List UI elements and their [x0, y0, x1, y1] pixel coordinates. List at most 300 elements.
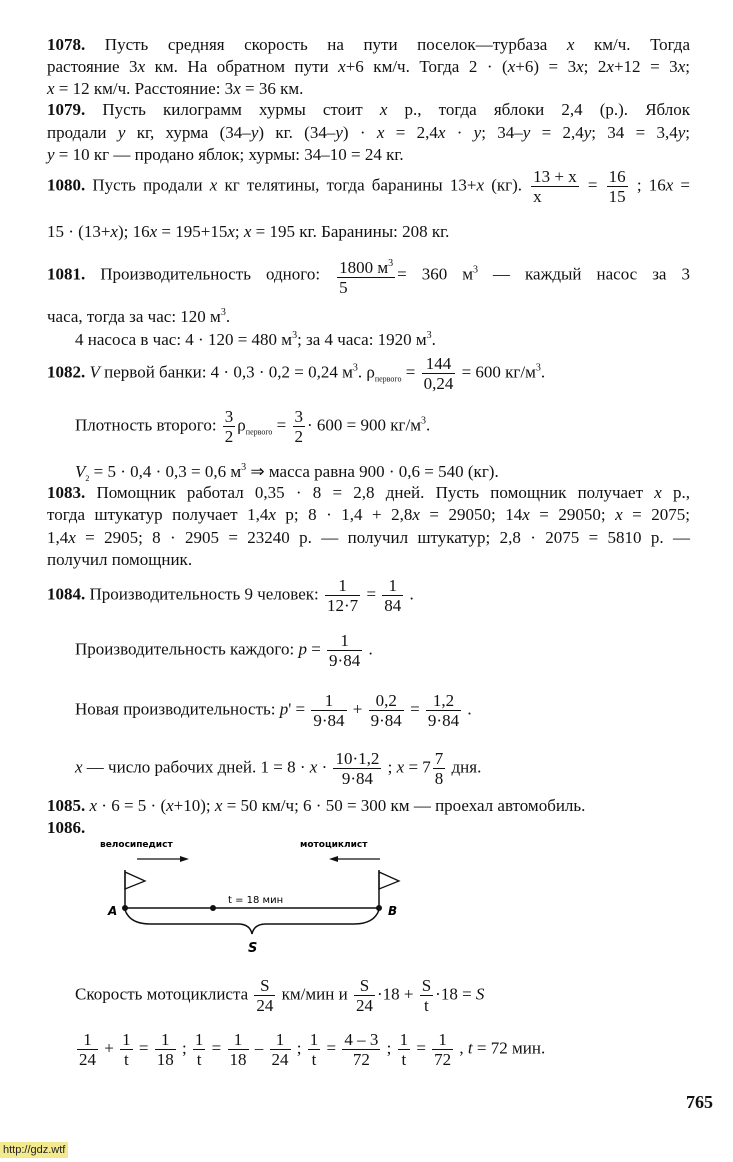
text: ·18 = — [435, 984, 476, 1004]
text: . — [463, 699, 472, 719]
text: ; — [234, 222, 244, 241]
text: 1 — [438, 1030, 447, 1049]
text: = 2,4 — [384, 123, 438, 142]
distance-label: S — [248, 941, 258, 956]
text: · — [445, 123, 474, 142]
subscript: 2 — [85, 474, 90, 483]
text: 9·84 — [341, 769, 374, 788]
text: 72 — [352, 1050, 370, 1069]
text: ; 2 — [583, 57, 607, 76]
text: . — [225, 307, 231, 326]
fraction — [193, 1030, 206, 1069]
denominator — [420, 996, 433, 1015]
fraction — [422, 354, 456, 393]
text: 24 — [271, 1050, 289, 1069]
text: 1 — [194, 1030, 204, 1049]
text: км/ч. Тогда — [574, 35, 691, 54]
text: . ρ — [357, 362, 375, 382]
variable: x — [654, 483, 662, 502]
numerator — [432, 1030, 453, 1050]
numerator — [293, 407, 306, 427]
problem-1083-line-1 — [47, 482, 690, 504]
superscript: 3 — [426, 330, 432, 341]
variable: x — [89, 796, 98, 815]
text: ); 16 — [117, 222, 150, 241]
text: . — [364, 639, 373, 659]
text: (кг). — [484, 175, 530, 195]
fraction — [433, 749, 446, 788]
fraction — [342, 1030, 380, 1069]
denominator — [432, 1050, 453, 1069]
text: ; 16 — [629, 175, 666, 195]
denominator — [531, 187, 579, 206]
variable: x — [309, 757, 318, 777]
fraction — [382, 576, 403, 615]
text: 15 — [608, 187, 626, 206]
text: 9·84 — [313, 711, 345, 730]
problem-1081-line-3 — [75, 325, 690, 351]
variable: x — [243, 222, 252, 241]
superscript: 3 — [473, 264, 478, 276]
text: ) кг. (34– — [258, 123, 336, 142]
text: = 72 мин. — [472, 1038, 546, 1058]
fraction — [432, 1030, 453, 1069]
text: = 2,4 — [530, 123, 584, 142]
text: · 600 = 900 кг/м — [307, 415, 421, 435]
text: = 360 м — [397, 264, 473, 284]
variable: V — [89, 362, 100, 382]
variable: x — [149, 222, 158, 241]
superscript: 3 — [292, 330, 298, 341]
text: 1 — [275, 1030, 285, 1049]
denominator — [77, 1050, 98, 1069]
flag-a-icon — [125, 870, 145, 908]
variable: x — [665, 175, 674, 195]
text: получил помощник. — [47, 550, 193, 569]
problem-1079-line-1 — [47, 99, 690, 121]
text: ; — [383, 757, 397, 777]
problem-number: 1082. — [47, 362, 86, 382]
text: 1 — [324, 691, 334, 710]
text: = 10 кг — продано яблок; хурмы: 34–10 = 24 кг. — [54, 145, 404, 164]
numerator — [327, 631, 362, 651]
denominator — [120, 1050, 133, 1069]
fraction — [155, 1030, 176, 1069]
problem-number: 1081. — [47, 264, 86, 284]
text: = 36 км. — [240, 79, 304, 98]
text: +6) = 3 — [515, 57, 577, 76]
problem-1083-line-3 — [47, 527, 690, 549]
text: 7 — [434, 749, 444, 768]
text: 1 — [160, 1030, 170, 1049]
variable: x — [75, 757, 83, 777]
text: t — [424, 996, 429, 1015]
problem-1079-line-3 — [47, 144, 690, 166]
problem-number: 1086. — [47, 818, 86, 837]
denominator — [308, 1050, 321, 1069]
denominator — [193, 1050, 206, 1069]
variable: p — [279, 699, 289, 719]
problem-1085-line-1 — [47, 795, 690, 817]
text: ; — [292, 1038, 306, 1058]
text: = — [362, 584, 381, 604]
text: = 195 кг. Баранины: 208 кг. — [251, 222, 450, 241]
text: = — [272, 415, 291, 435]
text: ; — [685, 123, 691, 142]
variable: x — [68, 528, 76, 547]
problem-1086-line-2 — [75, 1030, 690, 1069]
superscript: 3 — [220, 307, 226, 318]
problem-1086-line-1 — [75, 976, 690, 1015]
text: Помощник работал 0,35 · 8 = 2,8 дней. Пусть помощник получает — [85, 483, 655, 502]
variable: V — [75, 462, 86, 481]
fraction — [254, 976, 275, 1015]
text: = — [580, 175, 605, 195]
fraction — [420, 976, 433, 1015]
superscript: 3 — [388, 258, 394, 269]
numerator — [333, 749, 381, 769]
subscript: первого — [374, 374, 402, 384]
numerator — [422, 354, 456, 374]
denominator — [293, 427, 306, 446]
text: = 5 · 0,4 · 0,3 = 0,6 м — [89, 462, 242, 481]
numerator — [325, 576, 360, 596]
text: продали — [47, 123, 118, 142]
text: + — [100, 1038, 119, 1058]
text: — число рабочих дней. 1 = 8 · — [82, 757, 310, 777]
text: 1 — [399, 1030, 409, 1049]
text: ·18 + — [376, 984, 418, 1004]
text: 1 — [83, 1030, 92, 1049]
text: 18 — [229, 1050, 247, 1069]
text: ; 34 = 3,4 — [591, 123, 678, 142]
text: 1,2 — [432, 691, 455, 710]
problem-1083-line-4 — [47, 549, 690, 571]
problem-1078-line-3 — [47, 78, 690, 100]
numerator — [420, 976, 433, 996]
text: t — [196, 1050, 202, 1069]
fraction — [228, 1030, 249, 1069]
text: . — [540, 362, 546, 382]
text: = — [405, 699, 424, 719]
superscript: 3 — [241, 462, 247, 473]
text: р; 8 · 1,4 + 2,8 — [275, 505, 413, 524]
problem-1083-line-2 — [47, 504, 690, 526]
fraction — [333, 749, 381, 788]
problem-number: 1079. — [47, 100, 86, 119]
text: км/мин и — [277, 984, 352, 1004]
text: 1 — [122, 1030, 131, 1049]
superscript: 3 — [535, 362, 541, 374]
problem-1084-line-3 — [75, 691, 690, 730]
text: 13 + x — [533, 167, 577, 186]
text: . — [431, 330, 436, 349]
fraction — [311, 691, 346, 730]
point-b-label: B — [388, 904, 398, 918]
numerator — [228, 1030, 249, 1050]
superscript: 3 — [352, 362, 358, 374]
time-label: t = 18 мин — [228, 895, 284, 906]
denominator — [342, 1050, 380, 1069]
variable: x — [379, 100, 388, 119]
text: первой банки: 4 · 0,3 · 0,2 = 0,24 м — [99, 362, 353, 382]
numerator — [193, 1030, 206, 1050]
problem-number: 1080. — [47, 175, 86, 195]
numerator — [155, 1030, 176, 1050]
text: кг, хурма (34– — [125, 123, 251, 142]
variable: x — [110, 222, 118, 241]
denominator — [325, 596, 360, 615]
numerator — [433, 749, 446, 769]
text: ; 34– — [481, 123, 523, 142]
text: = — [401, 362, 420, 382]
fraction — [120, 1030, 133, 1069]
numerator — [607, 167, 628, 187]
variable: x — [166, 796, 174, 815]
text: +6 км/ч. Тогда 2 · ( — [345, 57, 508, 76]
denominator — [369, 711, 404, 730]
text: 3 — [224, 407, 234, 426]
motorcyclist-label: мотоциклист — [300, 840, 368, 850]
variable: x — [412, 505, 420, 524]
text: = 2905; 8 · 2905 = 23240 р. — получил штукатур; 2,8 · 2075 = 5810 р. — — [75, 528, 690, 547]
numerator — [398, 1030, 411, 1050]
text: ; — [382, 1038, 396, 1058]
text: = — [322, 1038, 341, 1058]
text: – — [250, 1038, 268, 1058]
problem-1082-line-2 — [75, 407, 690, 446]
text: часа, тогда за час: 120 м — [47, 307, 221, 326]
variable: x — [47, 79, 55, 98]
text: 24 — [355, 996, 373, 1015]
text: 2 — [294, 427, 304, 446]
variable: x — [576, 57, 584, 76]
variable: x — [396, 757, 405, 777]
denominator — [426, 711, 461, 730]
text: · 6 = 5 · ( — [97, 796, 167, 815]
denominator — [223, 427, 236, 446]
text: 3 — [294, 407, 304, 426]
text: 144 — [425, 354, 452, 373]
text: ) · — [342, 123, 377, 142]
text: кг телятины, тогда баранины 13+ — [217, 175, 477, 195]
text: = — [673, 175, 690, 195]
problem-number: 1085. — [47, 796, 86, 815]
text: 2 — [224, 427, 234, 446]
variable: x — [227, 222, 235, 241]
text: дня. — [447, 757, 482, 777]
text: Плотность второго: — [75, 415, 221, 435]
text: 8 — [434, 769, 444, 788]
fraction — [308, 1030, 321, 1069]
problem-1080-line-1 — [47, 167, 690, 206]
problem-1086-heading — [47, 817, 690, 839]
variable: x — [615, 505, 623, 524]
fraction — [531, 167, 579, 206]
problem-1079-line-2 — [47, 122, 690, 144]
variable: x — [606, 57, 614, 76]
denominator — [422, 374, 456, 393]
numerator — [382, 576, 403, 596]
text: + — [348, 699, 367, 719]
variable: x — [476, 175, 485, 195]
denominator — [354, 996, 375, 1015]
numerator — [354, 976, 375, 996]
problem-1084-line-1 — [47, 576, 690, 615]
text: р., тогда яблоки 2,4 (р.). Яблок — [387, 100, 690, 119]
text: 4 насоса в час: 4 · 120 = 480 м — [75, 330, 293, 349]
text: = 12 км/ч. Расстояние: 3 — [54, 79, 234, 98]
denominator — [327, 651, 362, 670]
variable: y — [47, 145, 55, 164]
cyclist-label: велосипедист — [100, 840, 173, 850]
problem-1081-line-1 — [47, 254, 690, 297]
text: S — [260, 976, 270, 995]
text: 24 — [256, 996, 274, 1015]
problem-number: 1084. — [47, 584, 86, 604]
variable: x — [566, 35, 575, 54]
point-a-label: A — [108, 904, 118, 918]
text: 9·84 — [370, 711, 402, 730]
text: Производительность 9 человек: — [85, 584, 324, 604]
text: 0,2 — [375, 691, 397, 710]
text: . — [425, 415, 431, 435]
numerator — [311, 691, 346, 711]
problem-1078-line-2 — [47, 56, 690, 78]
text: S — [359, 976, 370, 995]
text: = 7 — [404, 757, 431, 777]
variable: S — [475, 984, 485, 1004]
text: ; — [177, 1038, 191, 1058]
text: = 50 км/ч; 6 · 50 = 300 км — проехал автомобиль. — [222, 796, 586, 815]
text: 4 – 3 — [344, 1030, 379, 1049]
numerator — [337, 254, 395, 278]
denominator — [155, 1050, 176, 1069]
text: ; — [685, 57, 690, 76]
text: +10); — [173, 796, 215, 815]
variable: y — [522, 123, 531, 142]
problem-1084-line-2 — [75, 631, 690, 670]
text: = — [412, 1038, 431, 1058]
problem-number: 1083. — [47, 483, 86, 502]
text: 18 — [156, 1050, 174, 1069]
superscript: 3 — [420, 415, 426, 427]
variable: y — [583, 123, 592, 142]
problem-number: 1078. — [47, 35, 86, 54]
text: 16 — [608, 167, 626, 186]
numerator — [254, 976, 275, 996]
problem-1078-line-1 — [47, 34, 690, 56]
text: 72 — [434, 1050, 452, 1069]
text: 9·84 — [329, 651, 361, 670]
variable: p — [298, 639, 307, 659]
text: 15 · (13+ — [47, 222, 111, 241]
denominator — [433, 769, 446, 788]
text: 10·1,2 — [335, 749, 380, 768]
text: 5 — [339, 278, 348, 297]
distance-brace — [125, 910, 379, 934]
text: = 600 кг/м — [457, 362, 536, 382]
numerator — [369, 691, 404, 711]
text: . — [405, 584, 414, 604]
numerator — [270, 1030, 291, 1050]
numerator — [223, 407, 236, 427]
variable: y — [677, 123, 686, 142]
text: Пусть продали — [85, 175, 210, 195]
problem-1084-line-4 — [75, 749, 690, 788]
variable: x — [522, 505, 530, 524]
numerator — [342, 1030, 380, 1050]
text: 24 — [79, 1050, 96, 1069]
text: Скорость мотоциклиста — [75, 984, 253, 1004]
variable: x — [437, 123, 446, 142]
point-a-dot — [122, 905, 128, 911]
meeting-point-dot — [210, 905, 216, 911]
footer-link[interactable]: http://gdz.wtf — [0, 1142, 68, 1158]
variable: x — [214, 796, 223, 815]
variable: y — [250, 123, 259, 142]
denominator — [382, 596, 403, 615]
text: ⇒ масса равна 900 · 0,6 = 540 (кг). — [246, 462, 499, 481]
denominator — [228, 1050, 249, 1069]
flag-b-icon — [379, 870, 399, 908]
fraction — [77, 1030, 98, 1069]
fraction — [325, 576, 360, 615]
text: Пусть килограмм хурмы стоит — [85, 100, 380, 119]
variable: t — [467, 1038, 473, 1058]
problem-1080-line-2 — [47, 221, 690, 243]
text: 84 — [384, 596, 402, 615]
page-number: 765 — [686, 1092, 713, 1112]
text: = — [306, 639, 326, 659]
text: · — [317, 757, 332, 777]
text: Производительность каждого: — [75, 639, 299, 659]
fraction — [293, 407, 306, 446]
text: 1 — [309, 1030, 319, 1049]
text: — каждый насос за 3 — [478, 264, 690, 284]
text: 1 — [338, 576, 347, 595]
text: км. На обратном пути — [145, 57, 339, 76]
variable: x — [677, 57, 686, 76]
text: 1 — [388, 576, 398, 595]
variable: x — [233, 79, 241, 98]
text: t — [401, 1050, 407, 1069]
variable: x — [268, 505, 276, 524]
variable: x — [507, 57, 516, 76]
text: Пусть средняя скорость на пути поселок—турбаза — [85, 35, 567, 54]
text: t — [311, 1050, 317, 1069]
denominator — [337, 278, 395, 297]
text: S — [421, 976, 432, 995]
text: 12·7 — [327, 596, 359, 615]
variable: x — [137, 57, 146, 76]
denominator — [333, 769, 381, 788]
subscript: первого — [245, 427, 273, 437]
numerator — [531, 167, 579, 187]
text: 1,4 — [47, 528, 69, 547]
text: ; за 4 часа: 1920 м — [297, 330, 427, 349]
text: 1 — [233, 1030, 243, 1049]
variable: x — [209, 175, 218, 195]
point-b-dot — [376, 905, 382, 911]
variable: x — [376, 123, 385, 142]
text: растояние 3 — [47, 57, 138, 76]
fraction — [223, 407, 236, 446]
fraction — [327, 631, 362, 670]
text: Новая производительность: — [75, 699, 280, 719]
text: ' = — [288, 699, 310, 719]
text: 1800 м — [339, 258, 389, 277]
